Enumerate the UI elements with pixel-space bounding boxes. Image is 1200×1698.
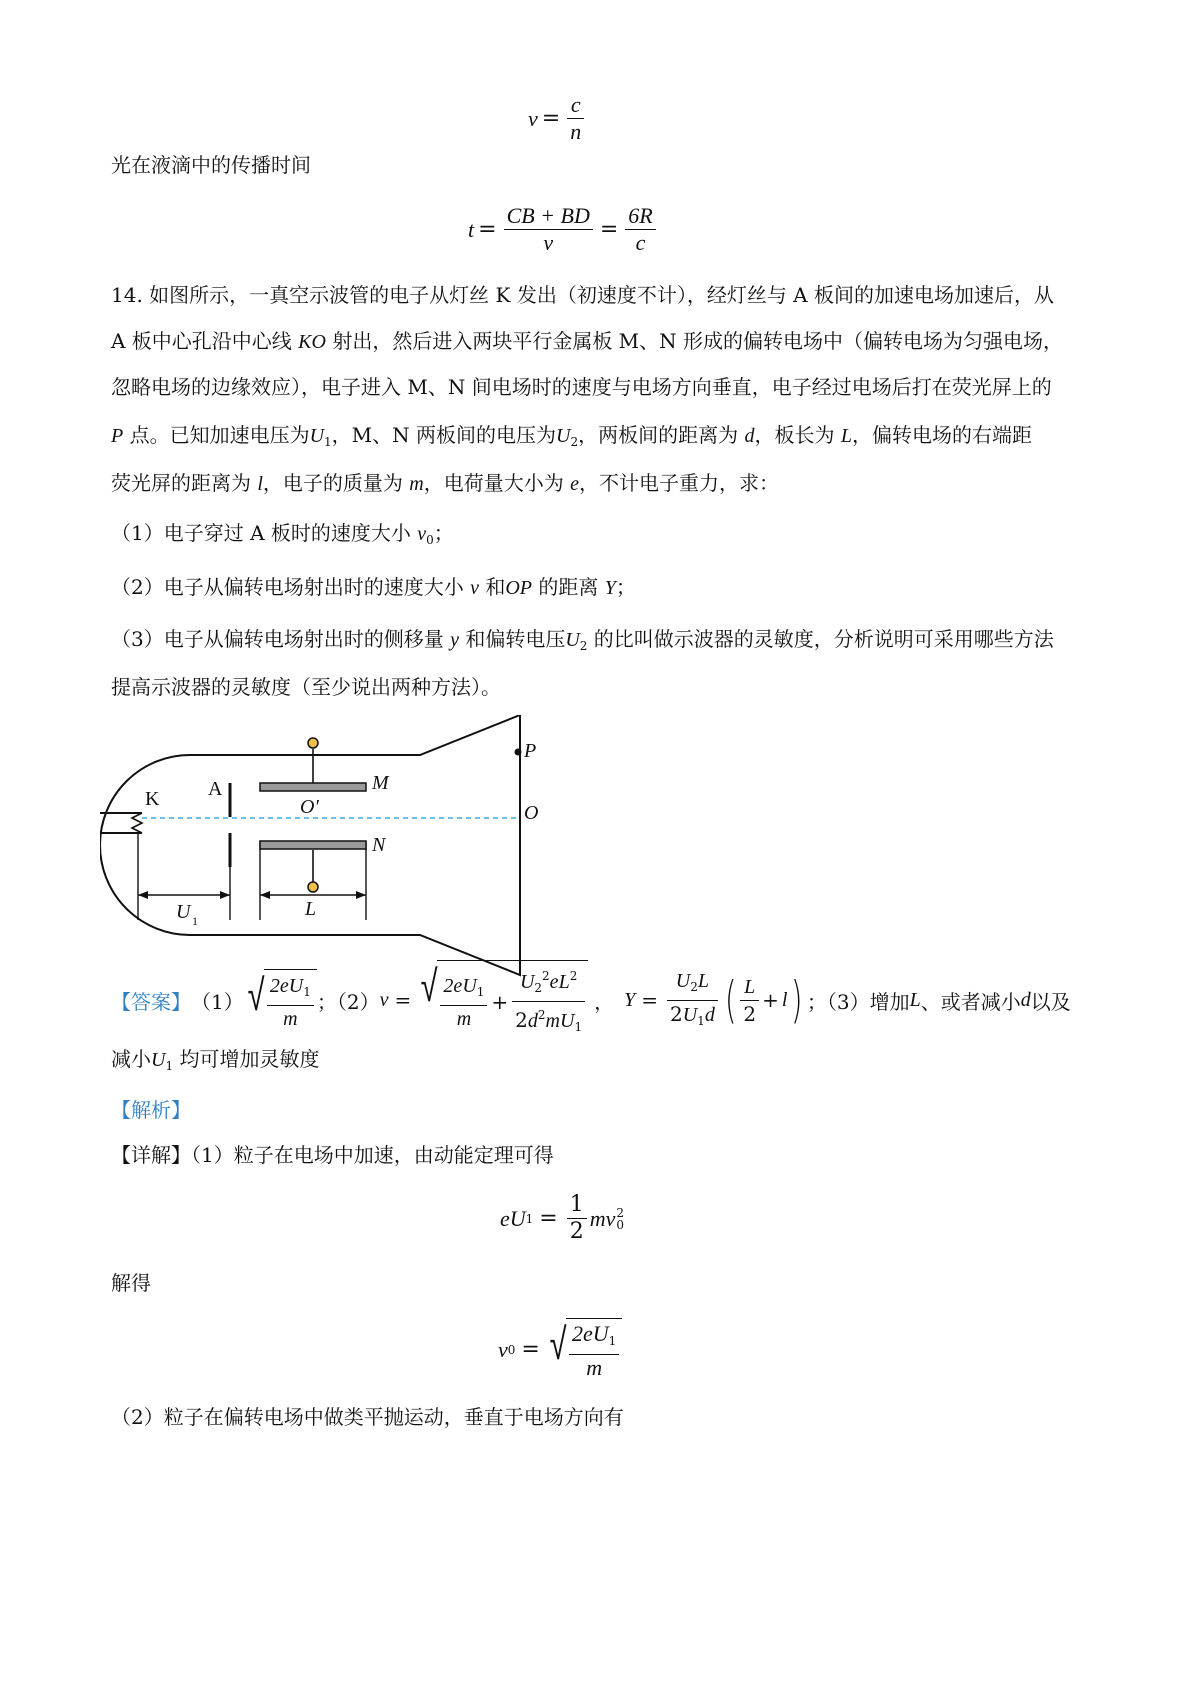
point-p	[515, 749, 522, 756]
problem-line-2: A 板中心孔沿中心线 KO 射出，然后进入两块平行金属板 M、N 形成的偏转电场中（偏转电场为匀强电场，	[111, 329, 1064, 353]
filament-coil	[132, 813, 142, 833]
plate-n	[260, 841, 366, 849]
label-m: M	[372, 772, 389, 794]
terminal-n	[308, 882, 318, 892]
label-k: K	[145, 788, 160, 810]
part2-line: （2）粒子在偏转电场中做类平抛运动，垂直于电场方向有	[111, 1405, 624, 1429]
label-n: N	[372, 834, 386, 856]
detail-line: 【详解】（1）粒子在电场中加速，由动能定理可得	[111, 1143, 554, 1167]
question-1: （1）电子穿过 A 板时的速度大小 $v_0$；	[111, 521, 454, 547]
label-p: P	[524, 740, 537, 762]
equation-v: v = $\frac{c}{n}$	[528, 92, 587, 145]
question-2: （2）电子从偏转电场射出时的速度大小 v 和OP 的距离 Y；	[111, 575, 636, 599]
question-3: （3）电子从偏转电场射出时的侧移量 y 和偏转电压$U_2$ 的比叫做示波器的灵敏度，分析说明可采用哪些方法	[111, 627, 1054, 653]
answer-line-2: 减小$U_1$ 均可增加灵敏度	[111, 1047, 320, 1073]
fraction: $\frac{c}{n}$	[567, 92, 584, 145]
answer-tag: 【答案】	[111, 989, 191, 1014]
plate-m	[260, 783, 366, 791]
solve-line: 解得	[111, 1271, 151, 1295]
problem-line-3: 忽略电场的边缘效应），电子进入 M、N 间电场时的速度与电场方向垂直，电子经过电场后打在荧光屏上的	[111, 375, 1052, 399]
answer-2-formula-y: $\frac{U_2L}{2U_1d}$	[667, 967, 718, 1034]
equation-energy: e U 1 = $\frac{1}{2}$ m v 2 0	[500, 1192, 625, 1244]
answer-line: 【答案】 （1） √ $\frac{2eU_1}{m}$ ；（2） v = √ $\frac{2eU_1}{m}$ + $\frac{U_2^2eL^2}{2d^2mU_1}$ ， Y = $\frac{U_2L}{2U_1d}$ ( $\frac{L}{2}$ + l ) ；（3）增加 L 、或者减小 d 以及	[111, 960, 1071, 1040]
terminal-m	[308, 738, 318, 748]
analysis-tag: 【解析】	[111, 1098, 191, 1122]
question-3-line-2: 提高示波器的灵敏度（至少说出两种方法）。	[111, 675, 501, 699]
problem-line-4: P 点。已知加速电压为$U_1$，M、N 两板间的电压为$U_2$，两板间的距离为 d，板长为 L，偏转电场的右端距	[111, 423, 1032, 449]
label-l: L	[305, 898, 317, 920]
label-u: U	[176, 901, 191, 923]
problem-line-5: 荧光屏的距离为 l，电子的质量为 m，电荷量大小为 e，不计电子重力，求：	[111, 471, 779, 495]
label-u-sub: 1	[192, 914, 198, 928]
text-line: 光在液滴中的传播时间	[111, 153, 311, 177]
equation-v0: v 0 = √ $\frac{2eU_1}{m}$	[498, 1318, 622, 1381]
label-o: O	[524, 802, 539, 824]
label-o-prime: O′	[300, 796, 319, 818]
answer-1-formula: √ $\frac{2eU_1}{m}$	[244, 969, 317, 1032]
label-a: A	[208, 778, 223, 800]
problem-line-1: 14. 如图所示，一真空示波管的电子从灯丝 K 发出（初速度不计），经灯丝与 A 板间的加速电场加速后，从	[111, 283, 1054, 307]
equation-t: t = $\frac{CB + BD}{v}$ = $\frac{6R}{c}$	[468, 203, 659, 256]
answer-2-formula-v: √ $\frac{2eU_1}{m}$ + $\frac{U_2^2eL^2}{2d^2mU_1}$	[417, 960, 588, 1040]
